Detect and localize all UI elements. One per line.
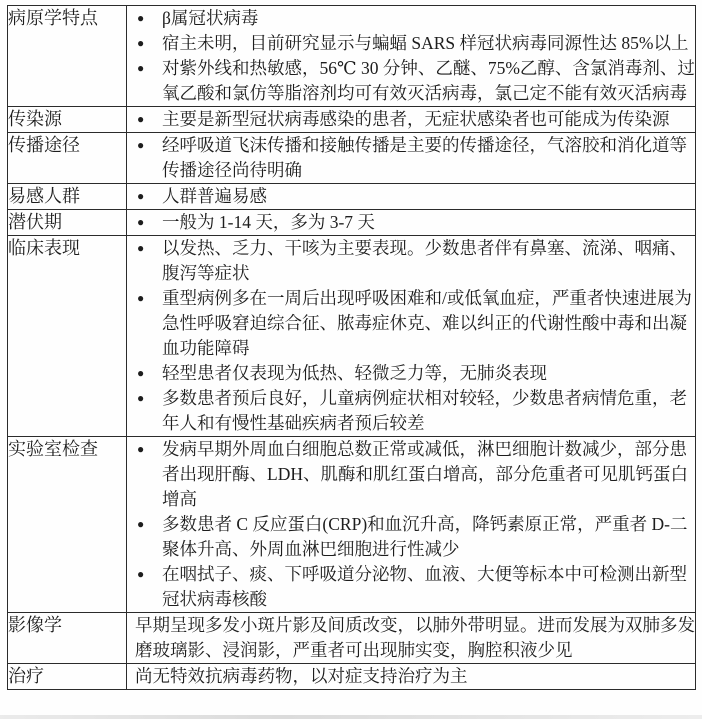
bullet-text: β属冠状病毒: [162, 8, 259, 28]
bullet-item: [127, 31, 695, 56]
bullet-text: 在咽拭子、痰、下呼吸道分泌物、血液、大便等标本中可检测出新型冠状病毒核酸: [162, 564, 687, 609]
bullet-item: [127, 512, 695, 562]
bullet-text: 多数患者预后良好，儿童病例症状相对较轻，少数患者病情危重，老年人和有慢性基础疾病者预后较差: [162, 388, 687, 433]
bullet-item: [127, 210, 695, 235]
bullet-text: 主要是新型冠状病毒感染的患者，无症状感染者也可能成为传染源: [162, 109, 670, 129]
bullet-text: 多数患者 C 反应蛋白(CRP)和血沉升高，降钙素原正常，严重者 D-二聚体升高、外周血淋巴细胞进行性减少: [162, 514, 688, 559]
bullet-item: [127, 107, 695, 132]
row-label: 临床表现: [8, 236, 127, 437]
bullet-item: [127, 236, 695, 286]
bullet-icon: ●: [137, 291, 145, 305]
bullet-text: 以发热、乏力、干咳为主要表现。少数患者伴有鼻塞、流涕、咽痛、腹泻等症状: [162, 238, 687, 283]
row-content: [127, 6, 696, 107]
row-content: [127, 184, 696, 210]
bullet-item: [127, 56, 695, 106]
scan-artifact-strip: [0, 715, 702, 719]
row-text: 早期呈现多发小斑片影及间质改变，以肺外带明显。进而发展为双肺多发磨玻璃影、浸润影，严重者可出现肺实变，胸腔积液少见: [135, 615, 695, 660]
bullet-text: 人群普遍易感: [162, 186, 267, 206]
bullet-text: 轻型患者仅表现为低热、轻微乏力等，无肺炎表现: [162, 363, 547, 383]
row-text: 尚无特效抗病毒药物，以对症支持治疗为主: [135, 666, 468, 686]
table-row: [8, 107, 696, 133]
row-content: [127, 437, 696, 613]
table-row: [8, 210, 696, 236]
row-label: 影像学: [8, 613, 127, 664]
bullet-text: 经呼吸道飞沫传播和接触传播是主要的传播途径，气溶胶和消化道等传播途径尚待明确: [162, 135, 687, 180]
bullet-icon: ●: [137, 138, 145, 152]
bullet-item: [127, 286, 695, 361]
row-label: 易感人群: [8, 184, 127, 210]
table-body: [8, 6, 696, 690]
bullet-item: [127, 562, 695, 612]
bullet-icon: ●: [137, 189, 145, 203]
row-label: 传播途径: [8, 133, 127, 184]
bullet-icon: ●: [137, 36, 145, 50]
bullet-text: 对紫外线和热敏感，56℃ 30 分钟、乙醚、75%乙醇、含氯消毒剂、过氧乙酸和氯仿等脂溶剂均可有效灭活病毒，氯己定不能有效灭活病毒: [162, 58, 695, 103]
bullet-icon: ●: [137, 241, 145, 255]
bullet-text: 发病早期外周血白细胞总数正常或减低，淋巴细胞计数减少，部分患者出现肝酶、LDH、肌酶和肌红蛋白增高，部分危重者可见肌钙蛋白增高: [162, 439, 688, 509]
row-content: [127, 133, 696, 184]
row-content: [127, 613, 696, 664]
row-label: 病原学特点: [8, 6, 127, 107]
bullet-item: [127, 184, 695, 209]
bullet-icon: ●: [137, 442, 145, 456]
table-row: [8, 437, 696, 613]
row-label: 实验室检查: [8, 437, 127, 613]
bullet-icon: ●: [137, 61, 145, 75]
bullet-icon: ●: [137, 567, 145, 581]
bullet-text: 一般为 1-14 天，多为 3-7 天: [162, 212, 375, 232]
row-content: [127, 210, 696, 236]
row-label: 治疗: [8, 664, 127, 690]
table-row: [8, 236, 696, 437]
bullet-icon: ●: [137, 391, 145, 405]
table-row: [8, 133, 696, 184]
bullet-item: [127, 437, 695, 512]
table-row: [8, 664, 696, 690]
bullet-item: [127, 133, 695, 183]
table-row: [8, 184, 696, 210]
row-content: [127, 236, 696, 437]
bullet-icon: ●: [137, 11, 145, 25]
bullet-icon: ●: [137, 215, 145, 229]
bullet-item: [127, 361, 695, 386]
row-content: [127, 107, 696, 133]
bullet-text: 宿主未明，目前研究显示与蝙蝠 SARS 样冠状病毒同源性达 85%以上: [162, 33, 689, 53]
document-page: [7, 5, 696, 690]
table-row: [8, 613, 696, 664]
row-label: 传染源: [8, 107, 127, 133]
bullet-item: [127, 6, 695, 31]
bullet-icon: ●: [137, 112, 145, 126]
covid-characteristics-table: [7, 5, 696, 690]
bullet-item: [127, 386, 695, 436]
row-content: [127, 664, 696, 690]
bullet-icon: ●: [137, 366, 145, 380]
row-label: 潜伏期: [8, 210, 127, 236]
bullet-icon: ●: [137, 517, 145, 531]
table-row: [8, 6, 696, 107]
bullet-text: 重型病例多在一周后出现呼吸困难和/或低氧血症，严重者快速进展为急性呼吸窘迫综合征、脓毒症休克、难以纠正的代谢性酸中毒和出凝血功能障碍: [162, 288, 692, 358]
